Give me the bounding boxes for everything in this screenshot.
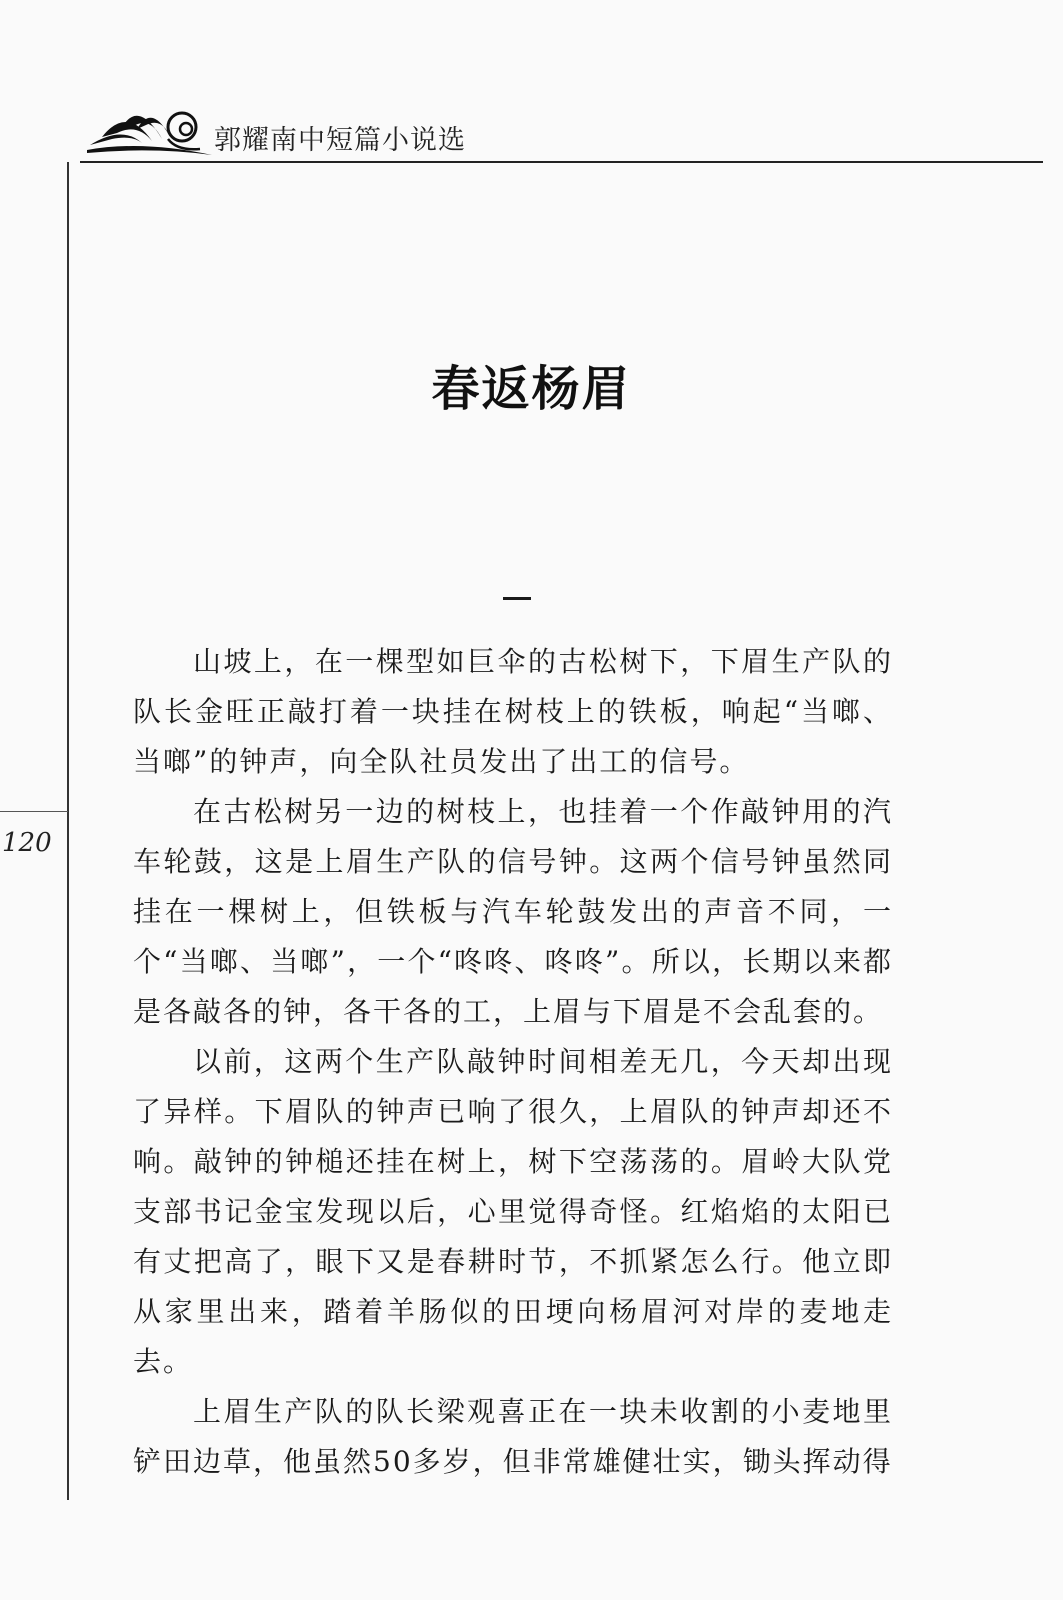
paragraph: 山坡上，在一棵型如巨伞的古松树下，下眉生产队的队长金旺正敲打着一块挂在树枝上的铁板，响起“当啷、当啷”的钟声，向全队社员发出了出工的信号。 [133,645,893,778]
header-rule [80,161,1043,163]
page-number-rule [0,811,68,812]
paragraph: 上眉生产队的队长梁观喜正在一块未收割的小麦地里铲田边草，他虽然50多岁，但非常雄健壮实，锄头挥动得 [133,1395,893,1478]
chapter-title: 春返杨眉 [431,361,632,417]
paragraph: 以前，这两个生产队敲钟时间相差无几，今天却出现了异样。下眉队的钟声已响了很久，上眉队的钟声却还不响。敲钟的钟槌还挂在树上，树下空荡荡的。眉岭大队党支部书记金宝发现以后，心里觉得奇怪。红焰焰的太阳已有丈把高了，眼下又是春耕时节，不抓紧怎么行。他立即从家里出来，踏着羊肠似的田埂向杨眉河对岸的麦地走去。 [133,1045,893,1378]
section-number [503,597,531,600]
body-text [133,637,893,1487]
paragraph: 在古松树另一边的树枝上，也挂着一个作敲钟用的汽车轮鼓，这是上眉生产队的信号钟。这两个信号钟虽然同挂在一棵树上，但铁板与汽车轮鼓发出的声音不同，一个“当啷、当啷”，一个“咚咚、咚咚”。所以，长期以来都是各敲各的钟，各干各的工，上眉与下眉是不会乱套的。 [133,795,893,1028]
page-number: 120 [2,828,52,858]
book-title: 郭耀南中短篇小说选 [214,125,466,156]
flourish-ornament-icon [82,95,222,165]
